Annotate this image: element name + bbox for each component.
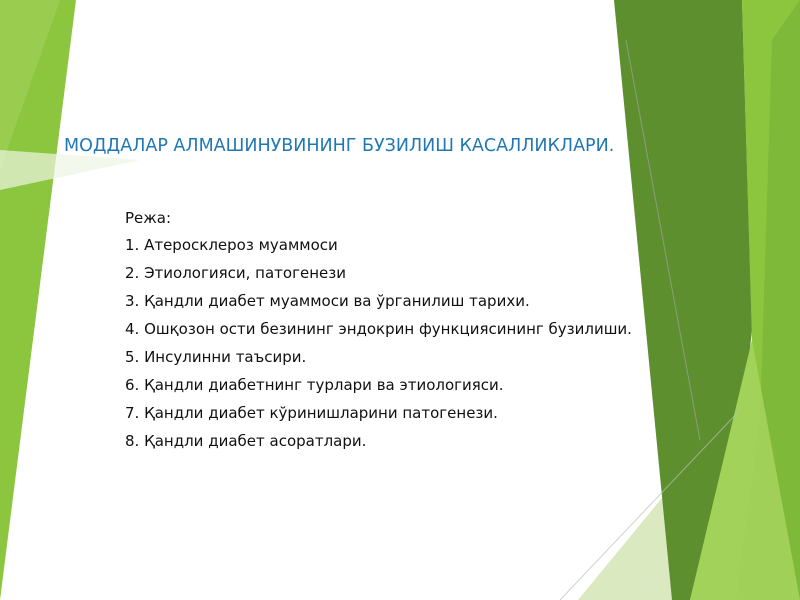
slide-title: МОДДАЛАР АЛМАШИНУВИНИНГ БУЗИЛИШ КАСАЛЛИКЛАРИ. bbox=[64, 136, 615, 156]
plan-item-3: 3. Қандли диабет муаммоси ва ўрганилиш тарихи. bbox=[125, 292, 530, 310]
plan-item-6: 6. Қандли диабетнинг турлари ва этиологияси. bbox=[125, 376, 504, 394]
plan-item-1: 1. Атеросклероз муаммоси bbox=[125, 236, 338, 254]
plan-item-8: 8. Қандли диабет асоратлари. bbox=[125, 432, 367, 450]
plan-list bbox=[125, 236, 633, 450]
plan-item-5: 5. Инсулинни таъсири. bbox=[125, 348, 307, 366]
plan-item-7: 7. Қандли диабет кўринишларини патогенези. bbox=[125, 404, 498, 422]
plan-item-2: 2. Этиологияси, патогенези bbox=[125, 264, 346, 282]
plan-item-4: 4. Ошқозон ости безининг эндокрин функциясининг бузилиши. bbox=[125, 320, 632, 338]
plan-heading: Режа: bbox=[125, 209, 172, 227]
plan-content bbox=[125, 208, 633, 460]
